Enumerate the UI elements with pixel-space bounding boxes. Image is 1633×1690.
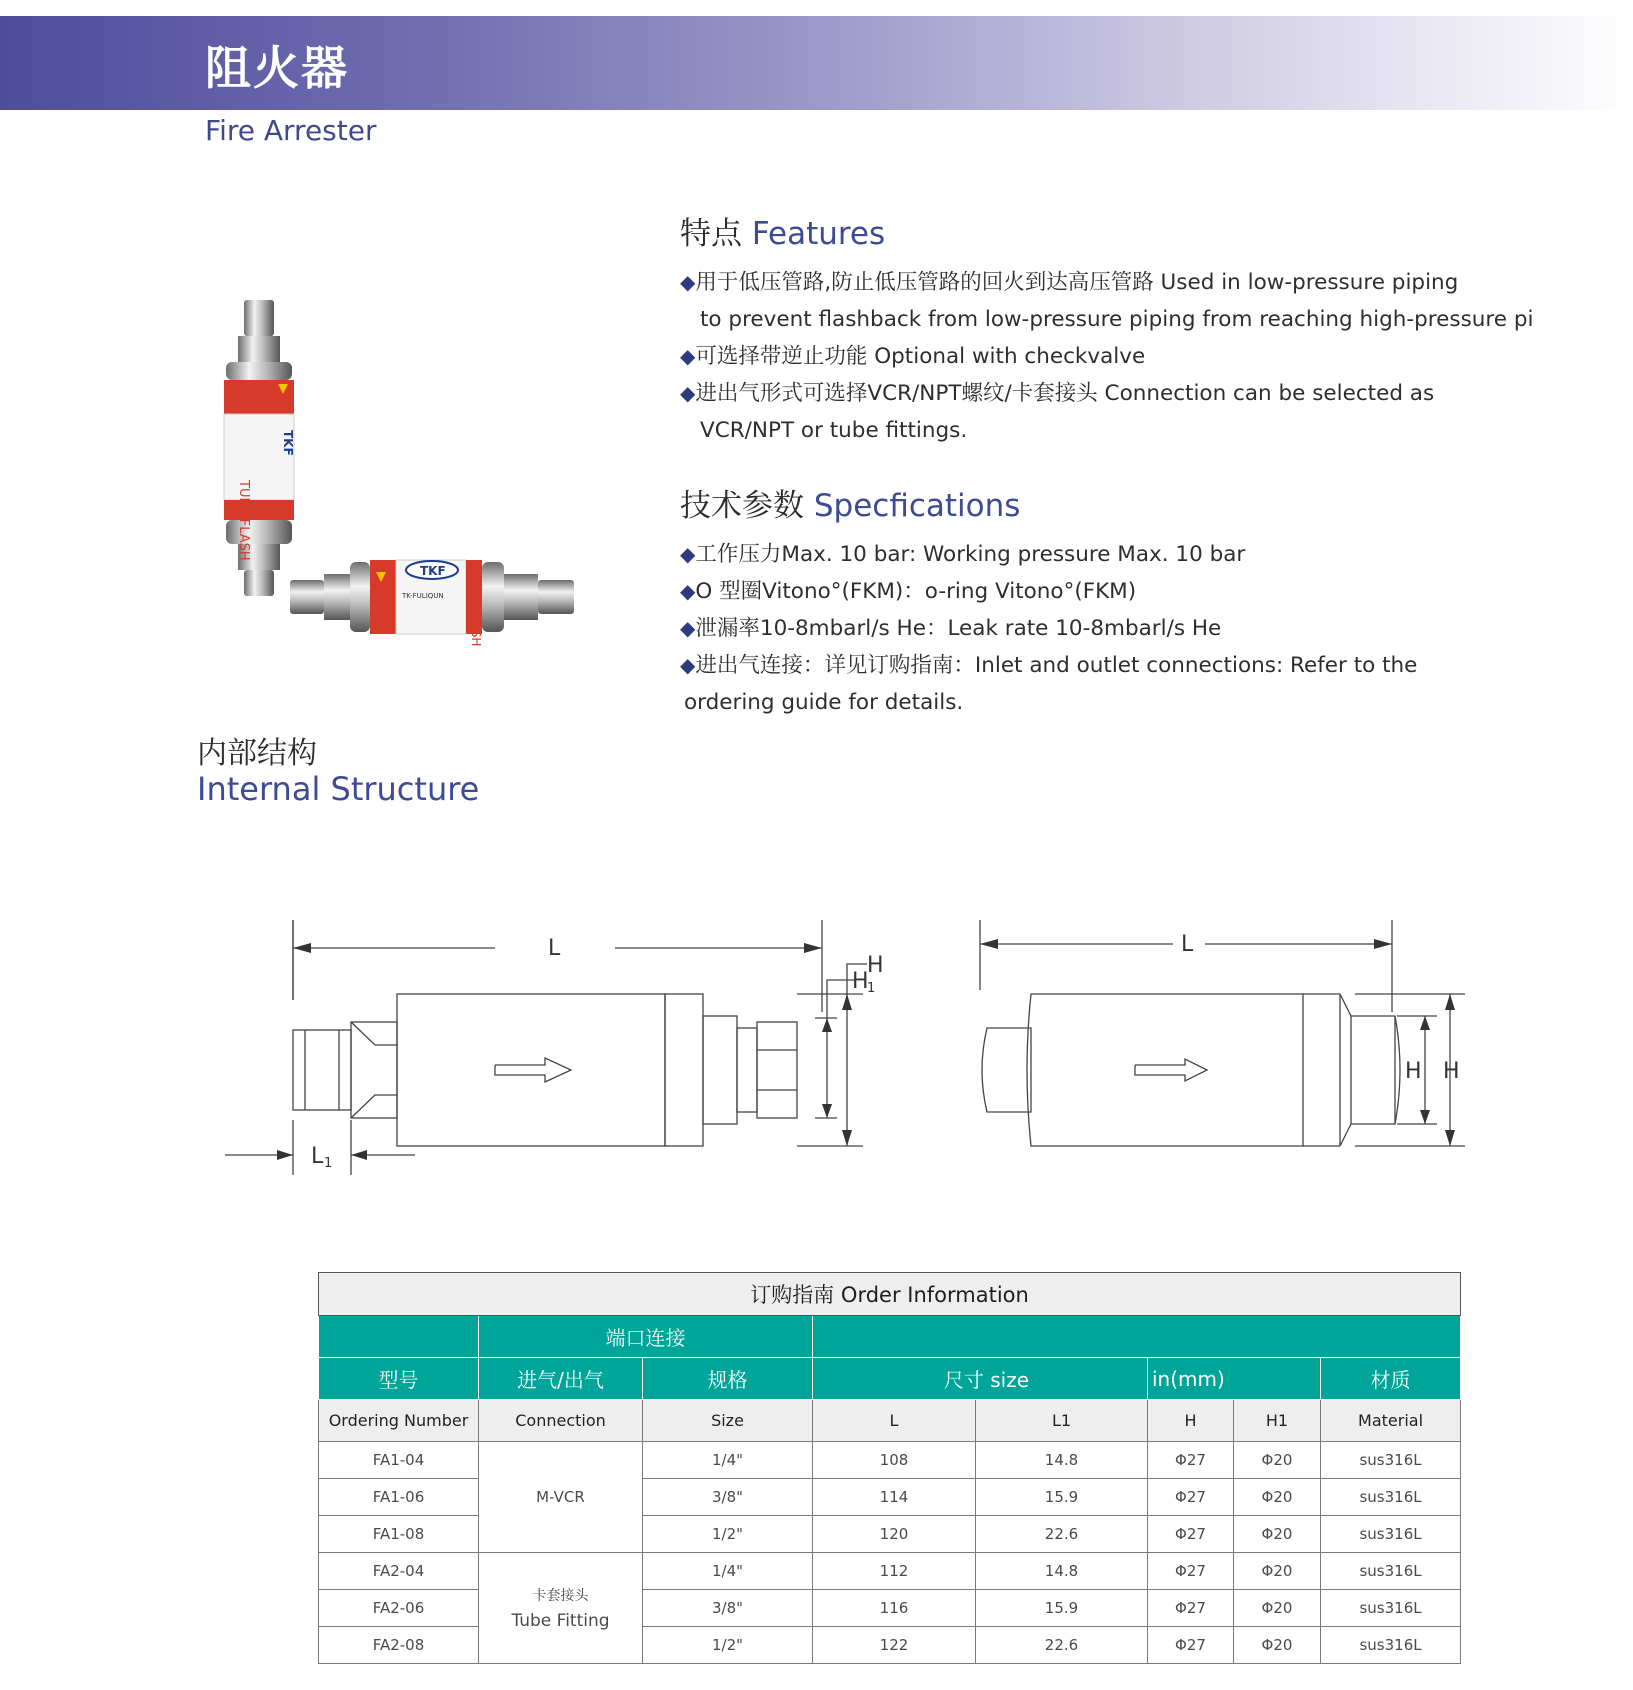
cell-size: 3/8" [643, 1590, 813, 1627]
port-group-header: 端口连接 [479, 1316, 813, 1358]
col-L: L [813, 1400, 976, 1442]
table-row [319, 1442, 1461, 1479]
table-row [319, 1553, 1461, 1590]
brand-logo-text: TKF [281, 430, 295, 456]
cell-material: sus316L [1321, 1479, 1461, 1516]
material-header: 材质 [1321, 1358, 1461, 1400]
dim-L-label-2: L [1181, 932, 1194, 957]
cell-size: 1/2" [643, 1627, 813, 1664]
spec-item-cont: ordering guide for details. [684, 690, 964, 715]
cell-L1: 14.8 [976, 1553, 1148, 1590]
cell-H1: Φ20 [1234, 1479, 1321, 1516]
vertical-arrester [224, 300, 295, 596]
dim-H1-label: H [852, 969, 869, 994]
page-title: 阻火器 [205, 41, 349, 95]
maker-text: TK-FULIQUN [402, 592, 444, 600]
feature-item: ◆进出气形式可选择VCR/NPT螺纹/卡套接头 Connection can be selected as [680, 381, 1435, 406]
col-ordering-number: Ordering Number [319, 1400, 479, 1442]
feature-item: ◆用于低压管路,防止低压管路的回火到达高压管路 Used in low-pressure piping [680, 270, 1459, 295]
cell-connection-tube-fitting: 卡套接头 Tube Fitting [479, 1553, 643, 1664]
cell-size: 1/4" [643, 1553, 813, 1590]
cell-L: 108 [813, 1442, 976, 1479]
feature-item: ◆可选择带逆止功能 Optional with checkvalve [680, 344, 1146, 369]
spec-item: ◆泄漏率10-8mbarl/s He：Leak rate 10-8mbarl/s He [680, 616, 1222, 641]
cell-material: sus316L [1321, 1627, 1461, 1664]
cell-H: Φ27 [1148, 1590, 1234, 1627]
spec-header: 规格 [643, 1358, 813, 1400]
cell-H: Φ27 [1148, 1627, 1234, 1664]
dim-L1-label: L [311, 1144, 324, 1169]
spec-item: ◆O 型圈Vitono°(FKM)：o-ring Vitono°(FKM) [680, 579, 1137, 604]
product-photo [210, 280, 630, 680]
cell-material: sus316L [1321, 1590, 1461, 1627]
cell-ordering-number: FA2-06 [319, 1590, 479, 1627]
order-table [318, 1272, 1461, 1664]
cell-H: Φ27 [1148, 1516, 1234, 1553]
cell-H1: Φ20 [1234, 1553, 1321, 1590]
internal-heading-zh: 内部结构 [197, 736, 317, 771]
specs-heading: 技术参数 Specfications [680, 488, 1021, 524]
feature-item-cont: to prevent flashback from low-pressure piping from reaching high-pressure pi [700, 307, 1534, 332]
cell-H1: Φ20 [1234, 1590, 1321, 1627]
cell-H: Φ27 [1148, 1442, 1234, 1479]
cell-L1: 14.8 [976, 1442, 1148, 1479]
spec-item: ◆进出气连接：详见订购指南：Inlet and outlet connections: Refer to the [680, 653, 1418, 678]
features-list [680, 264, 1533, 449]
dim-H1-sub: 1 [867, 981, 876, 996]
cell-connection-mvcr: M-VCR [479, 1442, 643, 1553]
cell-material: sus316L [1321, 1516, 1461, 1553]
drawing-tube-fitting [225, 920, 884, 1175]
cell-L: 122 [813, 1627, 976, 1664]
label-text: TUBE FLASH [236, 480, 251, 561]
cell-H: Φ27 [1148, 1479, 1234, 1516]
cell-ordering-number: FA2-04 [319, 1553, 479, 1590]
cell-L1: 15.9 [976, 1590, 1148, 1627]
col-material: Material [1321, 1400, 1461, 1442]
table-title: 订购指南 Order Information [319, 1273, 1461, 1316]
col-H1: H1 [1234, 1400, 1321, 1442]
cell-material: sus316L [1321, 1553, 1461, 1590]
cell-size: 3/8" [643, 1479, 813, 1516]
col-L1: L1 [976, 1400, 1148, 1442]
cell-L1: 15.9 [976, 1479, 1148, 1516]
cell-L: 112 [813, 1553, 976, 1590]
cell-H: Φ27 [1148, 1553, 1234, 1590]
title-banner [0, 16, 1633, 110]
drawing-vcr [980, 920, 1465, 1146]
col-size: Size [643, 1400, 813, 1442]
cell-L1: 22.6 [976, 1627, 1148, 1664]
cell-ordering-number: FA1-04 [319, 1442, 479, 1479]
dim-H1-label-2: H [1405, 1059, 1422, 1084]
empty-header-cell [319, 1316, 479, 1358]
inout-header: 进气/出气 [479, 1358, 643, 1400]
dimension-drawings [215, 920, 1535, 1180]
features-heading: 特点 Features [680, 216, 886, 252]
size-header: 尺寸 size [813, 1358, 1148, 1400]
spec-item: ◆工作压力Max. 10 bar: Working pressure Max. 10 bar [680, 542, 1246, 567]
cell-ordering-number: FA2-08 [319, 1627, 479, 1664]
cell-L1: 22.6 [976, 1516, 1148, 1553]
dim-L-label: L [548, 936, 561, 961]
specs-list [680, 536, 1417, 721]
unit-header: in(mm) [1148, 1358, 1321, 1400]
cell-H1: Φ20 [1234, 1627, 1321, 1664]
cell-material: sus316L [1321, 1442, 1461, 1479]
horizontal-arrester [290, 560, 574, 646]
cell-L: 116 [813, 1590, 976, 1627]
page-subtitle: Fire Arrester [205, 114, 377, 147]
cell-L: 114 [813, 1479, 976, 1516]
dim-H-label-2: H [1443, 1059, 1460, 1084]
cell-H1: Φ20 [1234, 1442, 1321, 1479]
col-H: H [1148, 1400, 1234, 1442]
label-text-2: TUBE FLASH [469, 572, 483, 647]
dim-H-label: H [867, 953, 884, 978]
cell-L: 120 [813, 1516, 976, 1553]
dim-L1-sub: 1 [324, 1156, 333, 1171]
cell-ordering-number: FA1-06 [319, 1479, 479, 1516]
cell-size: 1/2" [643, 1516, 813, 1553]
col-connection: Connection [479, 1400, 643, 1442]
brand-logo-text-2: TKF [420, 564, 446, 578]
cell-ordering-number: FA1-08 [319, 1516, 479, 1553]
feature-item-cont: VCR/NPT or tube fittings. [700, 418, 968, 443]
cell-H1: Φ20 [1234, 1516, 1321, 1553]
cell-size: 1/4" [643, 1442, 813, 1479]
internal-heading-en: Internal Structure [197, 770, 480, 808]
model-header: 型号 [319, 1358, 479, 1400]
empty-header-cell [813, 1316, 1461, 1358]
